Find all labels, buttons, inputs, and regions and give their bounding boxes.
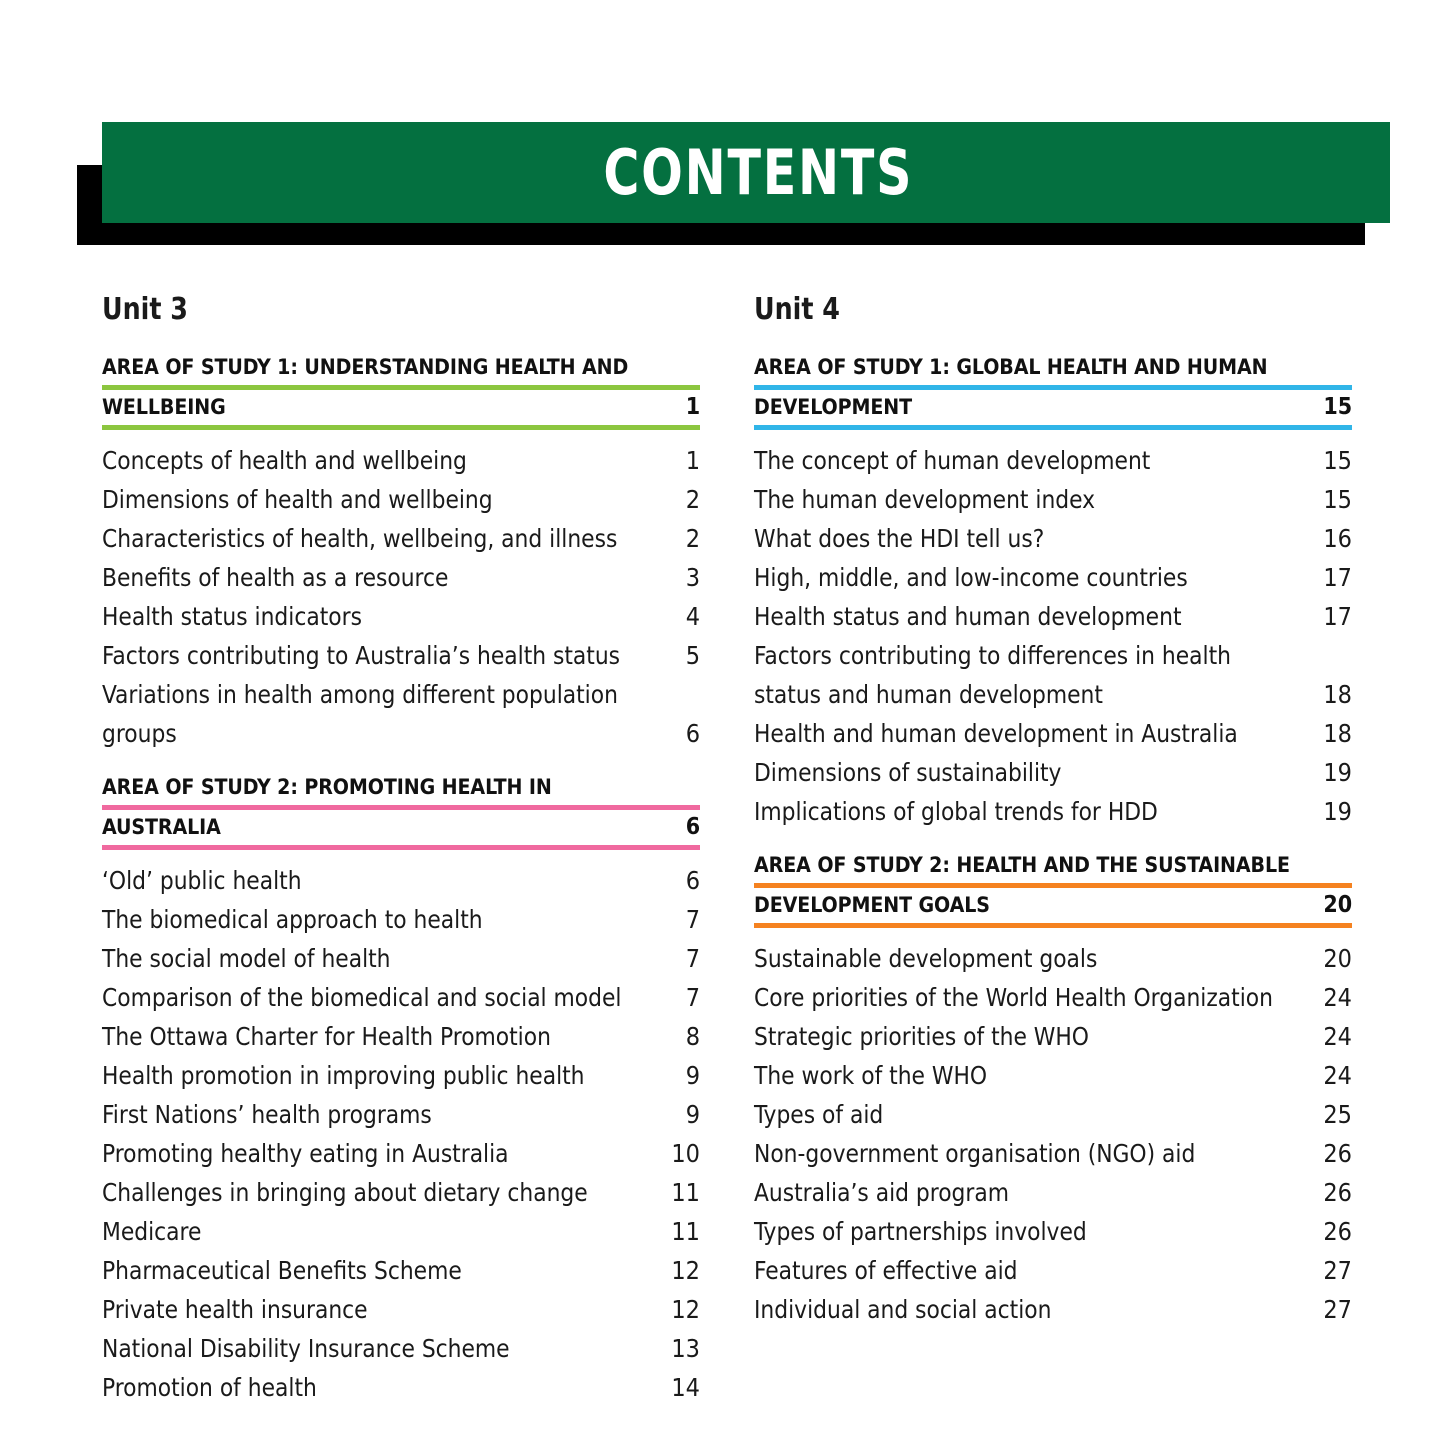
contents-entry[interactable]	[754, 939, 1352, 978]
contents-entry[interactable]	[102, 978, 700, 1017]
contents-entry-page-number: 19	[1323, 797, 1352, 826]
unit-title: Unit 3	[102, 292, 188, 327]
contents-entry[interactable]	[102, 861, 700, 900]
contents-entry-page-number: 17	[1323, 602, 1352, 631]
contents-entry[interactable]	[102, 558, 700, 597]
contents-entry[interactable]	[754, 636, 1352, 714]
contents-entry[interactable]	[754, 1290, 1352, 1329]
contents-entry-title: Characteristics of health, wellbeing, and illness	[102, 524, 618, 553]
contents-entry-title: Core priorities of the World Health Organization	[754, 983, 1273, 1012]
contents-entry[interactable]	[754, 558, 1352, 597]
contents-entry-page-number: 11	[671, 1178, 700, 1207]
section-heading-text: AREA OF STUDY 1: GLOBAL HEALTH AND HUMAN	[754, 355, 1268, 380]
section-heading-line	[754, 390, 1352, 430]
contents-entry-page-number: 24	[1323, 1061, 1352, 1090]
contents-entry-page-number: 18	[1323, 680, 1352, 709]
contents-entry-page-number: 14	[671, 1373, 700, 1402]
contents-entry-title: The human development index	[754, 485, 1096, 514]
section-heading-line	[754, 888, 1352, 928]
contents-entry-page-number: 2	[685, 524, 700, 553]
contents-entry-page-number: 2	[685, 485, 700, 514]
contents-entry[interactable]	[102, 675, 700, 753]
section-heading[interactable]	[102, 770, 700, 850]
contents-entry[interactable]	[102, 636, 700, 675]
contents-entry-title: ‘Old’ public health	[102, 866, 302, 895]
section-heading-page-number: 20	[1323, 892, 1352, 918]
contents-section	[102, 770, 700, 1407]
unit-title: Unit 4	[754, 292, 840, 327]
contents-entry-list	[102, 441, 700, 753]
contents-entry-title: Factors contributing to differences in health status and human development	[754, 641, 1231, 709]
section-heading-page-number: 15	[1323, 394, 1352, 420]
contents-entry[interactable]	[754, 597, 1352, 636]
contents-entry-title: Pharmaceutical Benefits Scheme	[102, 1256, 462, 1285]
contents-entry[interactable]	[102, 1173, 700, 1212]
contents-entry-title: The Ottawa Charter for Health Promotion	[102, 1022, 551, 1051]
section-heading-line	[754, 350, 1352, 390]
contents-entry-title: Challenges in bringing about dietary change	[102, 1178, 588, 1207]
contents-entry[interactable]	[754, 792, 1352, 831]
section-heading-line	[102, 770, 700, 810]
contents-entry[interactable]	[754, 1056, 1352, 1095]
section-heading[interactable]	[102, 350, 700, 430]
contents-entry-page-number: 24	[1323, 983, 1352, 1012]
contents-entry-title: The biomedical approach to health	[102, 905, 483, 934]
contents-entry[interactable]	[102, 1056, 700, 1095]
contents-columns	[102, 292, 1352, 1420]
contents-entry[interactable]	[754, 978, 1352, 1017]
contents-entry-page-number: 3	[685, 563, 700, 592]
section-heading-page-number: 6	[685, 814, 700, 840]
contents-entry-title: Health status indicators	[102, 602, 362, 631]
contents-entry-page-number: 24	[1323, 1022, 1352, 1051]
contents-entry-page-number: 6	[685, 866, 700, 895]
contents-entry-title: Benefits of health as a resource	[102, 563, 449, 592]
contents-column	[754, 292, 1352, 1420]
section-heading-line	[102, 390, 700, 430]
page-title: CONTENTS	[603, 136, 914, 209]
section-heading-line	[754, 848, 1352, 888]
contents-entry[interactable]	[102, 1329, 700, 1368]
contents-entry-page-number: 8	[685, 1022, 700, 1051]
section-heading-line	[102, 810, 700, 850]
header-green-band	[102, 122, 1390, 223]
contents-entry-title: The work of the WHO	[754, 1061, 988, 1090]
contents-entry-title: Dimensions of health and wellbeing	[102, 485, 493, 514]
section-heading-text: AREA OF STUDY 2: HEALTH AND THE SUSTAINABLE	[754, 853, 1290, 878]
contents-entry-page-number: 6	[685, 719, 700, 748]
contents-entry-title: Comparison of the biomedical and social model	[102, 983, 622, 1012]
contents-entry-page-number: 26	[1323, 1178, 1352, 1207]
contents-entry-page-number: 27	[1323, 1256, 1352, 1285]
contents-entry-title: National Disability Insurance Scheme	[102, 1334, 510, 1363]
contents-entry-page-number: 19	[1323, 758, 1352, 787]
section-heading-page-number: 1	[685, 394, 700, 420]
contents-entry-title: Implications of global trends for HDD	[754, 797, 1158, 826]
contents-entry[interactable]	[754, 519, 1352, 558]
contents-entry-page-number: 15	[1323, 485, 1352, 514]
contents-entry-title: Private health insurance	[102, 1295, 368, 1324]
section-heading-text: DEVELOPMENT GOALS	[754, 893, 990, 918]
contents-entry-list	[754, 939, 1352, 1329]
contents-entry[interactable]	[102, 480, 700, 519]
contents-entry-title: Types of partnerships involved	[754, 1217, 1087, 1246]
contents-entry-page-number: 25	[1323, 1100, 1352, 1129]
contents-entry[interactable]	[102, 1134, 700, 1173]
contents-entry-title: Variations in health among different population groups	[102, 680, 618, 748]
section-heading-text: AUSTRALIA	[102, 815, 221, 840]
contents-entry-page-number: 5	[685, 641, 700, 670]
contents-entry-page-number: 10	[671, 1139, 700, 1168]
contents-entry-list	[102, 861, 700, 1407]
contents-section	[754, 848, 1352, 1329]
contents-entry-page-number: 18	[1323, 719, 1352, 748]
contents-entry-title: Types of aid	[754, 1100, 884, 1129]
contents-entry[interactable]	[102, 1212, 700, 1251]
contents-entry[interactable]	[102, 597, 700, 636]
contents-section	[102, 350, 700, 753]
contents-entry-page-number: 12	[671, 1295, 700, 1324]
contents-entry-page-number: 27	[1323, 1295, 1352, 1324]
contents-entry-page-number: 13	[671, 1334, 700, 1363]
contents-entry-title: The concept of human development	[754, 446, 1151, 475]
contents-entry[interactable]	[754, 1173, 1352, 1212]
contents-entry[interactable]	[102, 441, 700, 480]
section-heading-text: AREA OF STUDY 2: PROMOTING HEALTH IN	[102, 775, 552, 800]
contents-entry-title: Strategic priorities of the WHO	[754, 1022, 1089, 1051]
contents-entry-title: Australia’s aid program	[754, 1178, 1010, 1207]
section-heading-line	[102, 350, 700, 390]
contents-entry[interactable]	[102, 939, 700, 978]
contents-entry-title: Factors contributing to Australia’s health status	[102, 641, 621, 670]
contents-entry-title: Health status and human development	[754, 602, 1182, 631]
contents-entry-title: Health and human development in Australia	[754, 719, 1238, 748]
contents-entry-title: Promotion of health	[102, 1373, 317, 1402]
contents-entry[interactable]	[754, 480, 1352, 519]
contents-entry-page-number: 9	[685, 1061, 700, 1090]
contents-entry[interactable]	[754, 714, 1352, 753]
contents-entry-page-number: 20	[1323, 944, 1352, 973]
contents-entry-page-number: 26	[1323, 1217, 1352, 1246]
contents-entry-title: Concepts of health and wellbeing	[102, 446, 467, 475]
contents-entry[interactable]	[102, 900, 700, 939]
contents-entry-title: Promoting healthy eating in Australia	[102, 1139, 509, 1168]
contents-entry-page-number: 12	[671, 1256, 700, 1285]
contents-entry[interactable]	[102, 1368, 700, 1407]
page-header	[0, 0, 1445, 250]
contents-entry-list	[754, 441, 1352, 831]
contents-entry[interactable]	[754, 1017, 1352, 1056]
section-heading[interactable]	[754, 848, 1352, 928]
section-heading[interactable]	[754, 350, 1352, 430]
section-heading-text: DEVELOPMENT	[754, 395, 913, 420]
contents-entry[interactable]	[102, 1017, 700, 1056]
contents-entry-title: High, middle, and low-income countries	[754, 563, 1188, 592]
section-heading-text: AREA OF STUDY 1: UNDERSTANDING HEALTH AND	[102, 355, 629, 380]
contents-column	[102, 292, 700, 1420]
contents-entry[interactable]	[754, 1251, 1352, 1290]
contents-entry[interactable]	[754, 753, 1352, 792]
contents-entry-page-number: 11	[671, 1217, 700, 1246]
contents-entry[interactable]	[754, 1095, 1352, 1134]
contents-entry-title: First Nations’ health programs	[102, 1100, 432, 1129]
contents-entry-page-number: 7	[685, 944, 700, 973]
contents-entry[interactable]	[102, 1251, 700, 1290]
contents-entry-page-number: 7	[685, 905, 700, 934]
contents-entry-title: The social model of health	[102, 944, 391, 973]
contents-entry-page-number: 26	[1323, 1139, 1352, 1168]
contents-entry-title: Dimensions of sustainability	[754, 758, 1062, 787]
contents-entry-title: Health promotion in improving public health	[102, 1061, 585, 1090]
contents-entry-page-number: 1	[685, 446, 700, 475]
contents-entry-page-number: 17	[1323, 563, 1352, 592]
contents-entry[interactable]	[754, 1212, 1352, 1251]
contents-entry-page-number: 16	[1323, 524, 1352, 553]
contents-entry-title: Individual and social action	[754, 1295, 1052, 1324]
contents-entry[interactable]	[102, 1095, 700, 1134]
contents-entry[interactable]	[754, 441, 1352, 480]
contents-entry-page-number: 15	[1323, 446, 1352, 475]
contents-entry-title: Sustainable development goals	[754, 944, 1098, 973]
contents-entry-title: Features of effective aid	[754, 1256, 1018, 1285]
contents-section	[754, 350, 1352, 831]
contents-entry-title: Non-government organisation (NGO) aid	[754, 1139, 1196, 1168]
contents-entry-title: Medicare	[102, 1217, 202, 1246]
contents-entry-title: What does the HDI tell us?	[754, 524, 1045, 553]
contents-entry-page-number: 4	[685, 602, 700, 631]
section-heading-text: WELLBEING	[102, 395, 226, 420]
contents-entry-page-number: 9	[685, 1100, 700, 1129]
contents-entry-page-number: 7	[685, 983, 700, 1012]
contents-entry[interactable]	[102, 1290, 700, 1329]
contents-entry[interactable]	[102, 519, 700, 558]
contents-entry[interactable]	[754, 1134, 1352, 1173]
